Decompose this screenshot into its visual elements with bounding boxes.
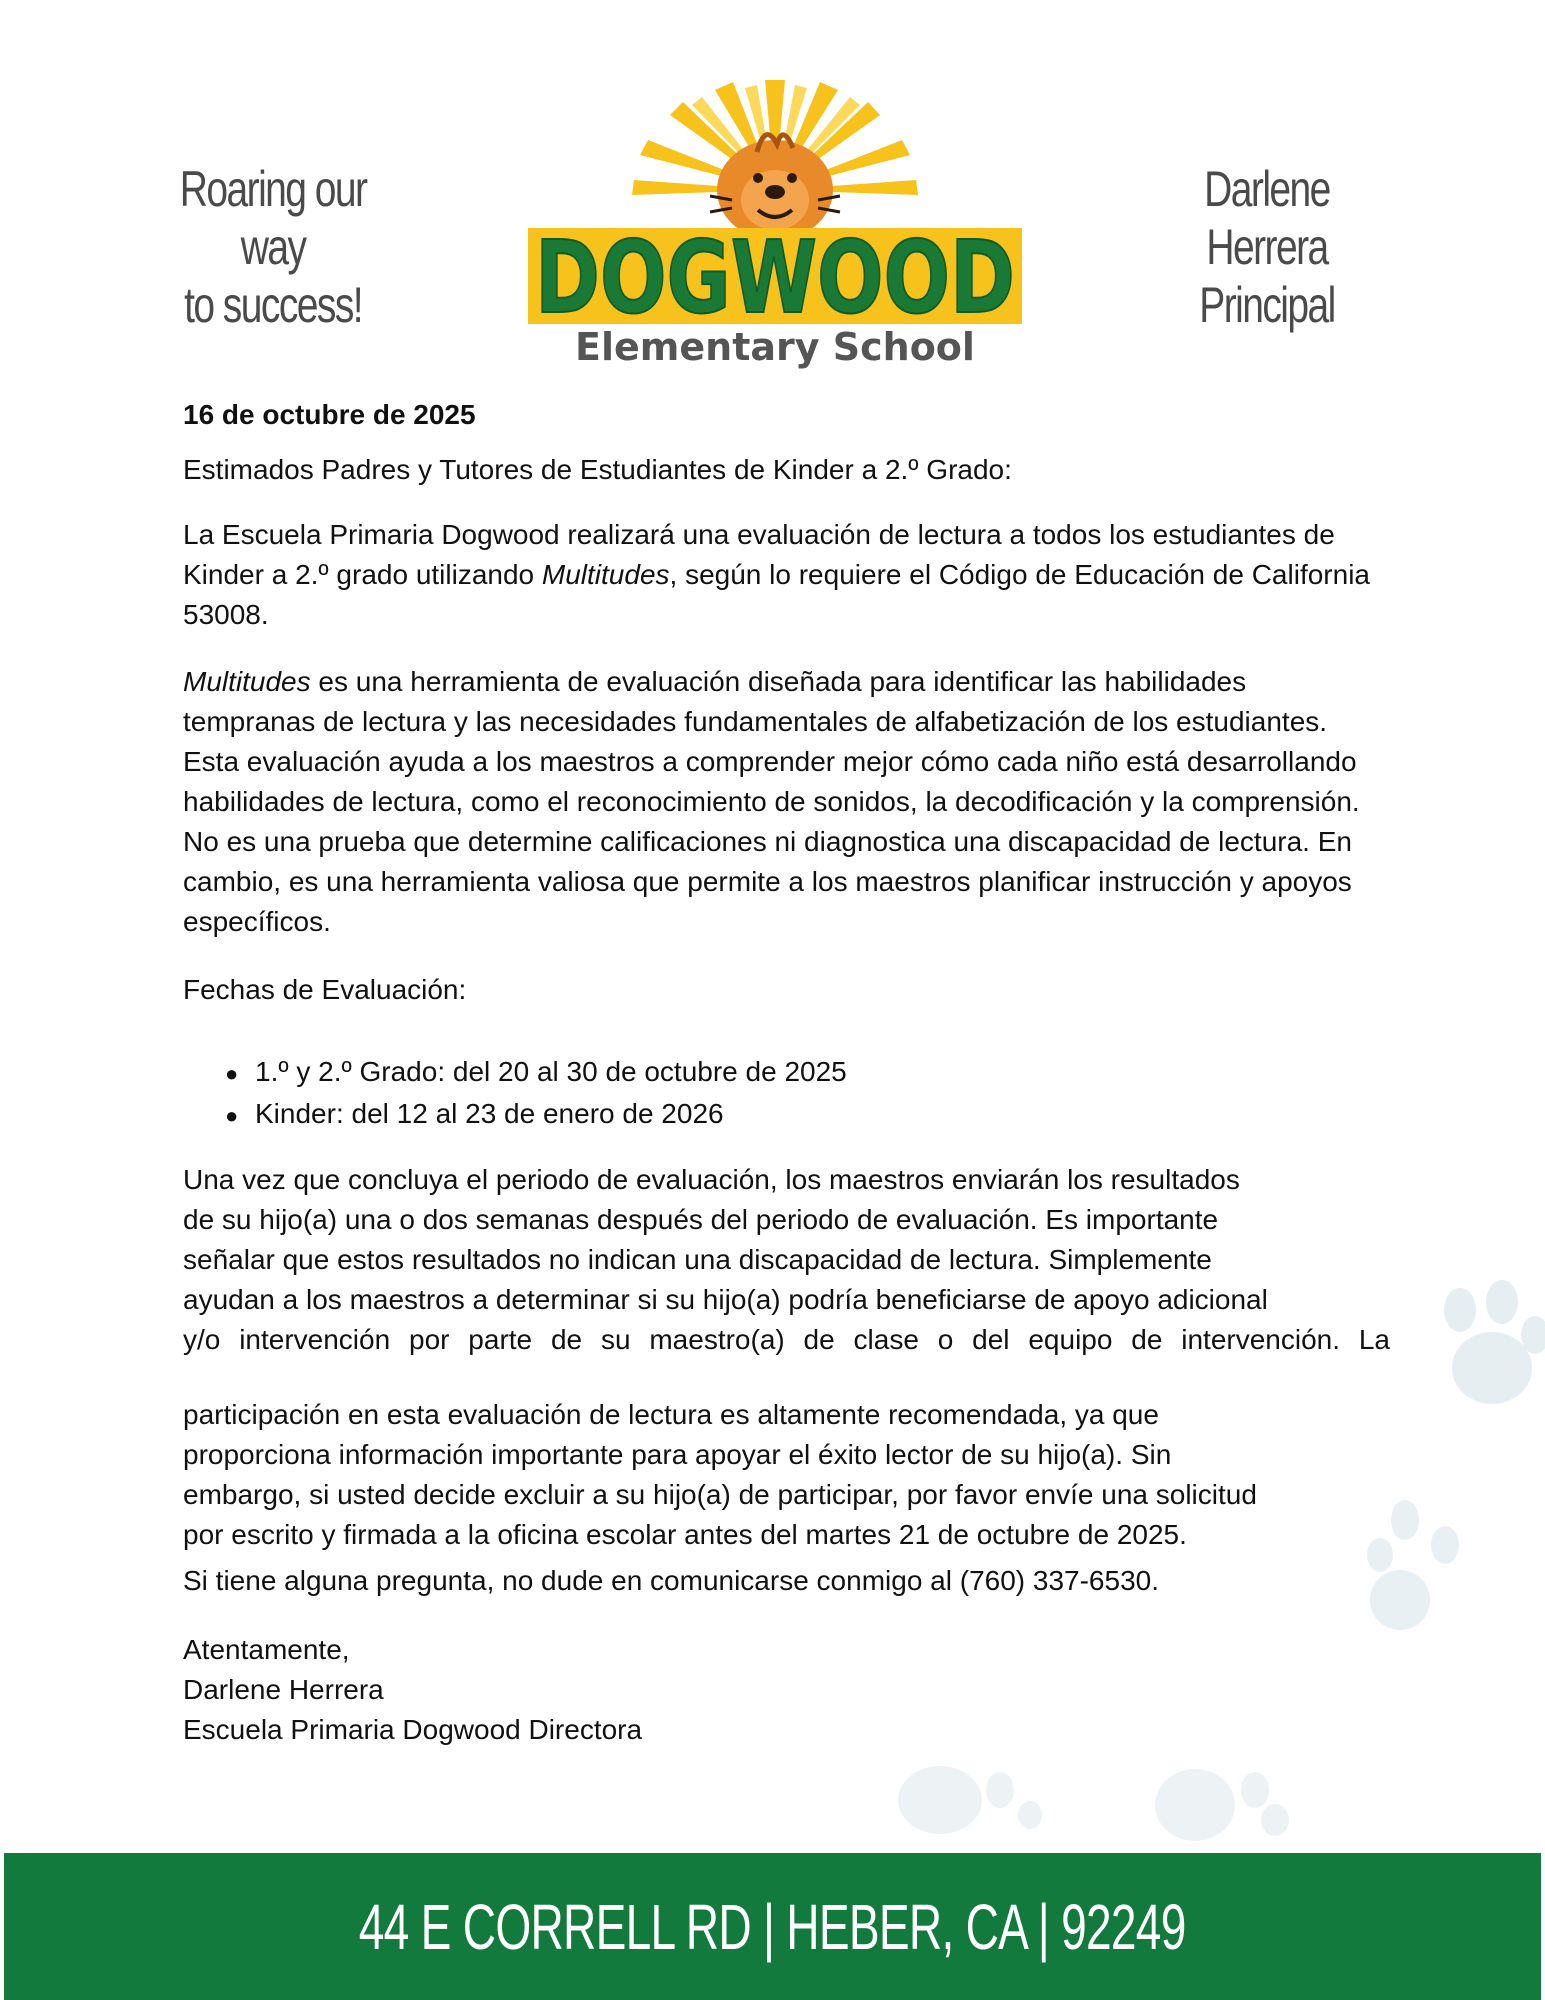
principal-header — [1150, 160, 1384, 334]
slogan-line-1: Roaring our way — [179, 161, 367, 275]
paragraph-participation — [183, 1395, 1390, 1601]
paragraph-intro — [183, 515, 1375, 635]
signer-title: Escuela Primaria Dogwood Directora — [183, 1714, 643, 1745]
letter-greeting: Estimados Padres y Tutores de Estudiantes de Kinder a 2.º Grado: — [183, 454, 1012, 485]
school-address: 44 E CORRELL RD | HEBER, CA | 92249 — [359, 1890, 1186, 1963]
participation-line: proporciona información importante para apoyar el éxito lector de su hijo(a). Sin — [183, 1439, 1172, 1470]
paragraph-results — [183, 1160, 1390, 1360]
date-item-kinder: Kinder: del 12 al 23 de enero de 2026 — [255, 1098, 724, 1129]
dates-list — [225, 1052, 1395, 1136]
principal-title: Principal — [1199, 277, 1335, 333]
results-line: señalar que estos resultados no indican una discapacidad de lectura. Simplemente — [183, 1244, 1212, 1275]
school-logo — [520, 60, 1030, 380]
footer-bar — [4, 1853, 1541, 2000]
results-line: y/o intervención por parte de su maestro(a) de clase o del equipo de intervención. La — [183, 1324, 1390, 1355]
paragraph-description — [183, 662, 1370, 942]
closing-salutation: Atentamente, — [183, 1634, 350, 1665]
paragraph-intro-text-1: La Escuela Primaria Dogwood realizará una evaluación de lectura a todos los estudiantes de Kinder a 2.º grado utilizando — [183, 519, 1335, 590]
results-line: de su hijo(a) una o dos semanas después del periodo de evaluación. Es importante — [183, 1204, 1219, 1235]
participation-line: embargo, si usted decide excluir a su hijo(a) de participar, por favor envíe una solicitud — [183, 1479, 1257, 1510]
paragraph-intro-text-2: , según lo requiere el Código de Educación de California 53008. — [183, 559, 1370, 630]
paw-print-icon — [895, 1760, 1045, 1850]
paw-print-icon — [1360, 1500, 1470, 1630]
list-item — [225, 1094, 1395, 1136]
dates-heading: Fechas de Evaluación: — [183, 974, 467, 1005]
paragraph-description-text: es una herramienta de evaluación diseñada para identificar las habilidades tempranas de lectura y las necesidades fundamentales de alfabetización de los estudiantes. Esta evaluación ayuda a los maestros a comprender mejor cómo cada niño está desarrollando habilidades de lectura, como el reconocimiento de sonidos, la decodificación y la comprensión. No es una prueba que determine calificaciones ni diagnostica una discapacidad de lectura. En cambio, es una herramienta valiosa que permite a los maestros planificar instrucción y apoyos específicos. — [183, 666, 1360, 937]
letter-date: 16 de octubre de 2025 — [183, 399, 476, 430]
paw-print-icon — [1430, 1280, 1545, 1410]
school-slogan — [160, 160, 386, 334]
bullet-icon: ● — [225, 1061, 239, 1086]
contact-line: Si tiene alguna pregunta, no dude en comunicarse conmigo al (760) 337-6530. — [183, 1565, 1159, 1596]
participation-line: por escrito y firmada a la oficina escolar antes del martes 21 de octubre de 2025. — [183, 1519, 1187, 1550]
paw-print-icon — [1150, 1760, 1300, 1855]
logo-subtitle: Elementary School — [575, 325, 975, 369]
slogan-line-2: to success! — [184, 277, 363, 333]
list-item — [225, 1052, 1395, 1094]
participation-line: participación en esta evaluación de lectura es altamente recomendada, ya que — [183, 1399, 1159, 1430]
date-item-grades: 1.º y 2.º Grado: del 20 al 30 de octubre de 2025 — [255, 1056, 847, 1087]
signature-block — [183, 1630, 1395, 1750]
results-line: Una vez que concluya el periodo de evaluación, los maestros enviarán los resultados — [183, 1164, 1240, 1195]
lion-sun-logo-icon — [520, 60, 1030, 380]
multitudes-italic: Multitudes — [541, 559, 670, 590]
results-line: ayudan a los maestros a determinar si su hijo(a) podría beneficiarse de apoyo adicional — [183, 1284, 1268, 1315]
principal-name: Darlene Herrera — [1204, 161, 1330, 275]
logo-name: DOGWOOD — [535, 219, 1015, 336]
bullet-icon: ● — [225, 1103, 239, 1128]
signer-name: Darlene Herrera — [183, 1674, 384, 1705]
multitudes-italic-2: Multitudes — [183, 666, 311, 697]
